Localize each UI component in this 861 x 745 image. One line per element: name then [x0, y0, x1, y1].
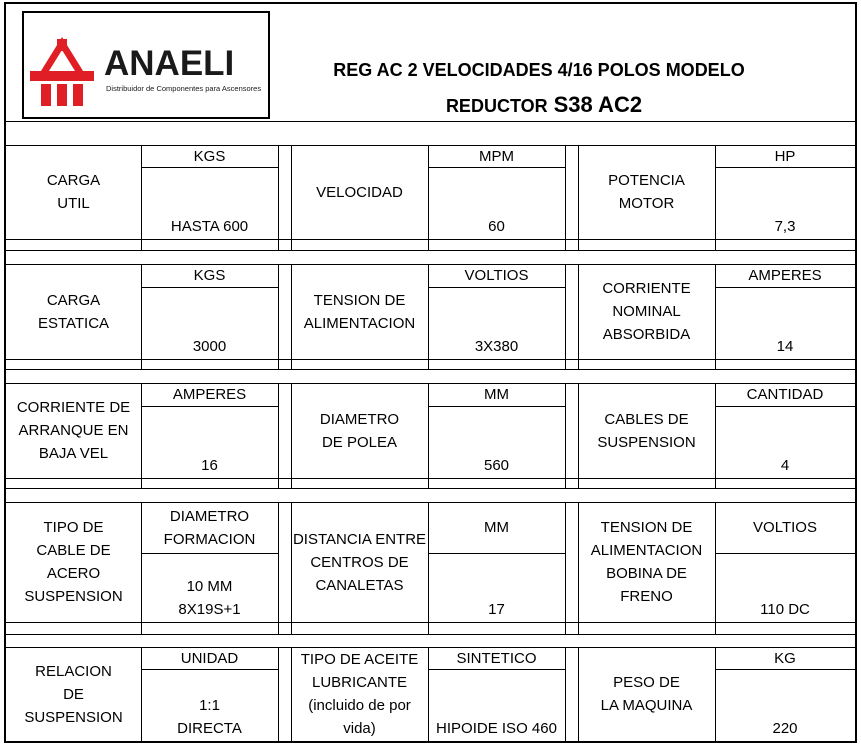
- spec-unit: KG: [774, 649, 796, 667]
- block-divider: [278, 264, 279, 369]
- spec-value: 60: [488, 218, 505, 235]
- spec-unit: CANTIDAD: [746, 386, 824, 403]
- block-divider: [278, 502, 279, 634]
- spec-label: CORRIENTE DE ARRANQUE EN BAJA VEL: [16, 399, 131, 462]
- spec-sheet: [4, 2, 857, 743]
- spec-unit: VOLTIOS: [753, 519, 817, 536]
- spec-unit: AMPERES: [748, 267, 822, 284]
- block-divider: [565, 264, 566, 369]
- spacer-rule: [4, 488, 857, 489]
- row-bottom-rule: [4, 622, 857, 623]
- block-divider: [278, 145, 279, 250]
- spec-unit: UNIDAD: [180, 649, 239, 667]
- spec-value: 1:1 DIRECTA: [177, 697, 242, 737]
- spacer-rule: [4, 634, 857, 635]
- header-rule: [4, 121, 857, 122]
- svg-text:ANAELI: ANAELI: [104, 44, 235, 83]
- spec-unit: MPM: [479, 147, 514, 165]
- spec-unit: KGS: [193, 147, 226, 165]
- frame-left: [4, 2, 6, 743]
- frame-right: [855, 2, 857, 743]
- spec-unit: DIAMETRO FORMACION: [163, 507, 256, 548]
- spec-value: 3000: [192, 338, 227, 355]
- spec-label: TENSION DE ALIMENTACION BOBINA DE FRENO: [590, 519, 703, 605]
- spec-label: DIAMETRO DE POLEA: [319, 410, 400, 451]
- spacer-rule: [4, 369, 857, 370]
- spec-unit: AMPERES: [172, 386, 247, 403]
- spec-label: CARGA ESTATICA: [37, 291, 110, 332]
- block-divider: [565, 502, 566, 634]
- spec-unit: HP: [774, 147, 796, 165]
- anaeli-logo-icon: [24, 13, 268, 117]
- spec-label: TIPO DE ACEITE LUBRICANTE (incluido de por vida): [300, 651, 419, 737]
- row-bottom-rule: [4, 478, 857, 479]
- spec-unit: VOLTIOS: [464, 267, 529, 284]
- spec-unit: MM: [484, 386, 509, 403]
- row-bottom-rule: [4, 359, 857, 360]
- spec-value: 14: [776, 338, 794, 355]
- spec-value: 4: [780, 457, 790, 474]
- spec-label: CORRIENTE NOMINAL ABSORBIDA: [602, 280, 691, 343]
- spec-label: TIPO DE CABLE DE ACERO SUSPENSION: [24, 519, 123, 605]
- spec-label: TENSION DE ALIMENTACION: [303, 291, 416, 332]
- model-code: S38 AC2: [553, 92, 643, 117]
- block-divider: [278, 647, 279, 743]
- spec-label: VELOCIDAD: [316, 183, 403, 201]
- spec-label: CABLES DE SUSPENSION: [597, 410, 696, 451]
- spec-label: DISTANCIA ENTRE CENTROS DE CANALETAS: [292, 530, 427, 594]
- spec-value: 560: [483, 457, 510, 474]
- document-title: REG AC 2 VELOCIDADES 4/16 POLOS MODELO: [333, 60, 745, 80]
- brand-logo: [22, 11, 270, 119]
- spec-label: POTENCIA MOTOR: [608, 172, 685, 212]
- brand-tagline: Distribuidor de Componentes para Ascensores: [106, 84, 262, 93]
- frame-top: [4, 2, 857, 4]
- spec-value: 17: [488, 601, 505, 618]
- spec-unit: KGS: [193, 267, 226, 284]
- spec-value: 10 MM 8X19S+1: [178, 578, 241, 618]
- block-divider: [565, 383, 566, 488]
- block-divider: [565, 647, 566, 743]
- row-bottom-rule: [4, 741, 857, 742]
- block-divider: [278, 383, 279, 488]
- spec-value: 220: [772, 720, 798, 737]
- spec-value: HASTA 600: [170, 218, 249, 235]
- spec-label: PESO DE LA MAQUINA: [600, 674, 693, 714]
- spec-value: 3X380: [474, 338, 519, 355]
- spec-label: RELACION DE SUSPENSION: [24, 662, 123, 726]
- spec-value: 110 DC: [760, 601, 810, 618]
- document-subtitle: REDUCTOR S38 AC2: [445, 92, 643, 117]
- spacer-rule: [4, 250, 857, 251]
- spec-unit: SINTETICO: [456, 649, 537, 667]
- spec-value: HIPOIDE ISO 460: [436, 720, 557, 737]
- spec-label: CARGA UTIL: [46, 172, 101, 212]
- spec-value: 16: [201, 457, 218, 474]
- row-bottom-rule: [4, 239, 857, 240]
- spec-value: 7,3: [774, 218, 796, 235]
- spec-unit: MM: [484, 519, 509, 536]
- block-divider: [565, 145, 566, 250]
